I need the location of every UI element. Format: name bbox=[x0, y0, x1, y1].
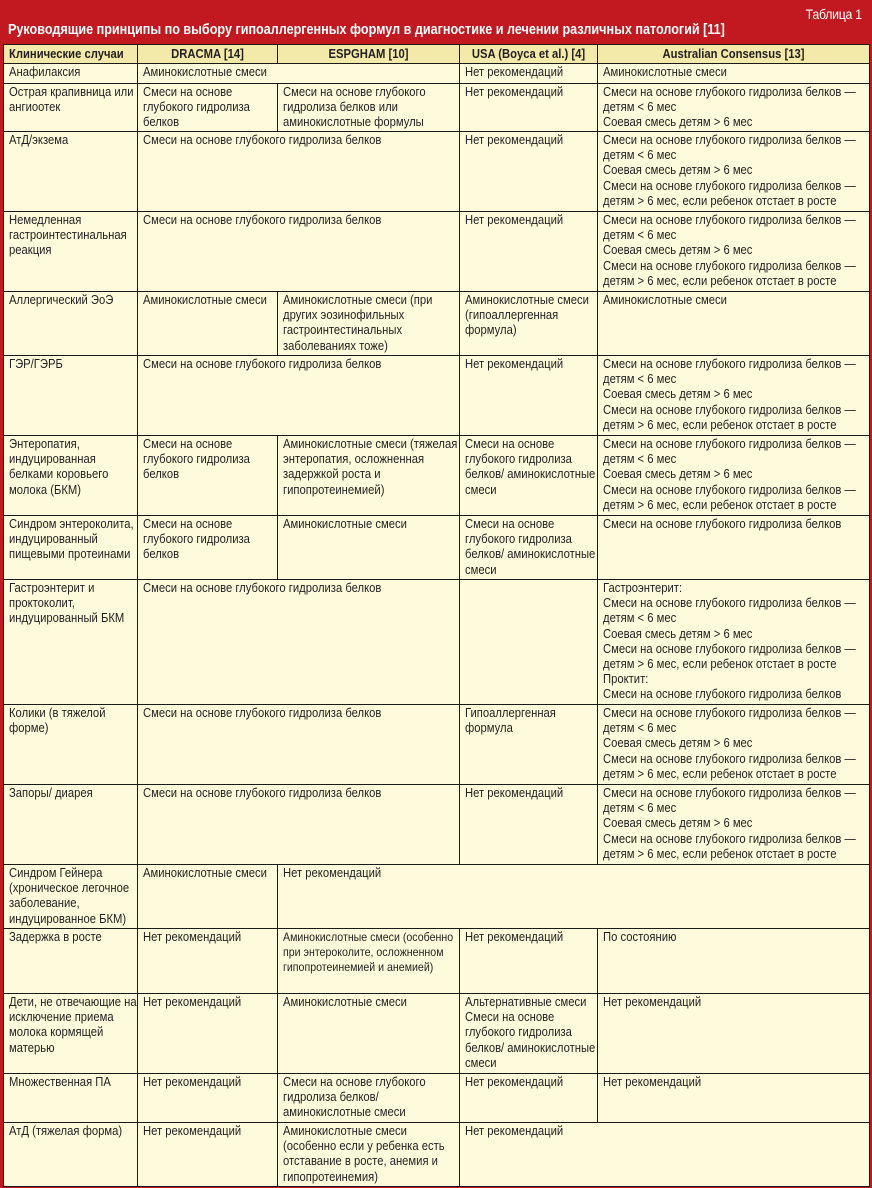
cell-dracma: Аминокислотные смеси bbox=[138, 865, 278, 929]
cell-dracma-espghan: Смеси на основе глубокого гидролиза белков bbox=[138, 356, 460, 436]
cell-usa: Нет рекомендаций bbox=[460, 84, 598, 132]
cell-dracma: Нет рекомендаций bbox=[138, 1123, 278, 1187]
cell-case: Множественная ПА bbox=[4, 1074, 138, 1123]
table-row bbox=[4, 705, 870, 785]
table-row bbox=[4, 516, 870, 580]
cell-usa: Нет рекомендаций bbox=[460, 64, 598, 84]
cell-case: АтД (тяжелая форма) bbox=[4, 1123, 138, 1187]
table-title: Руководящие принципы по выбору гипоаллергенных формул в диагностике и лечении различных патологий [11] bbox=[8, 21, 725, 38]
table-row bbox=[4, 785, 870, 865]
cell-usa: Смеси на основе глубокого гидролиза белков/ аминокислотные смеси bbox=[460, 436, 598, 516]
cell-case: АтД/экзема bbox=[4, 132, 138, 212]
cell-usa: Гипоаллергенная формула bbox=[460, 705, 598, 785]
cell-australian: Смеси на основе глубокого гидролиза белков — детям < 6 мес Соевая смесь детям > 6 мес Смеси на основе глубокого гидролиза белков — детям > 6 мес, если ребенок отстает в росте bbox=[598, 356, 870, 436]
cell-case: Запоры/ диарея bbox=[4, 785, 138, 865]
cell-australian: Смеси на основе глубокого гидролиза белков — детям < 6 мес Соевая смесь детям > 6 мес Смеси на основе глубокого гидролиза белков — детям > 6 мес, если ребенок отстает в росте bbox=[598, 785, 870, 865]
cell-usa: Нет рекомендаций bbox=[460, 132, 598, 212]
cell-usa bbox=[460, 580, 598, 705]
cell-dracma: Нет рекомендаций bbox=[138, 1074, 278, 1123]
guidelines-table bbox=[3, 44, 870, 1187]
cell-usa-australian: Нет рекомендаций bbox=[460, 1123, 870, 1187]
table-row bbox=[4, 929, 870, 994]
cell-espghan: Смеси на основе глубокого гидролиза белков/ аминокислотные смеси bbox=[278, 1074, 460, 1123]
cell-espghan-usa-australian: Нет рекомендаций bbox=[278, 865, 870, 929]
table-row bbox=[4, 1123, 870, 1187]
cell-usa: Нет рекомендаций bbox=[460, 929, 598, 994]
cell-dracma: Нет рекомендаций bbox=[138, 929, 278, 994]
cell-usa: Нет рекомендаций bbox=[460, 356, 598, 436]
cell-case: Острая крапивница или ангиоотек bbox=[4, 84, 138, 132]
table-number-label: Таблица 1 bbox=[805, 6, 862, 22]
table-row bbox=[4, 356, 870, 436]
table-row bbox=[4, 865, 870, 929]
cell-case: Анафилаксия bbox=[4, 64, 138, 84]
cell-australian: Аминокислотные смеси bbox=[598, 64, 870, 84]
cell-usa: Смеси на основе глубокого гидролиза белков/ аминокислотные смеси bbox=[460, 516, 598, 580]
header-espghan: ESPGHAM [10] bbox=[278, 45, 460, 64]
cell-case: Синдром Гейнера (хроническое легочное заболевание, индуцированное БКМ) bbox=[4, 865, 138, 929]
cell-usa: Альтернативные смеси Смеси на основе глубокого гидролиза белков/ аминокислотные смеси bbox=[460, 994, 598, 1074]
cell-australian: Смеси на основе глубокого гидролиза белков — детям < 6 мес Соевая смесь детям > 6 мес Смеси на основе глубокого гидролиза белков — детям > 6 мес, если ребенок отстает в росте bbox=[598, 436, 870, 516]
header-usa: USA (Boyca et al.) [4] bbox=[460, 45, 598, 64]
header-dracma: DRACMA [14] bbox=[138, 45, 278, 64]
table-row bbox=[4, 1074, 870, 1123]
cell-dracma: Аминокислотные смеси bbox=[138, 292, 278, 356]
cell-espghan: Аминокислотные смеси bbox=[278, 516, 460, 580]
cell-australian: Смеси на основе глубокого гидролиза белков bbox=[598, 516, 870, 580]
cell-case: Дети, не отвечающие на исключение приема молока кормящей матерью bbox=[4, 994, 138, 1074]
cell-case: Энтеропатия, индуцированная белками коровьего молока (БКМ) bbox=[4, 436, 138, 516]
cell-dracma: Смеси на основе глубокого гидролиза белков bbox=[138, 516, 278, 580]
cell-dracma: Нет рекомендаций bbox=[138, 994, 278, 1074]
table-row bbox=[4, 292, 870, 356]
cell-case: Гастроэнтерит и проктоколит, индуцированный БКМ bbox=[4, 580, 138, 705]
cell-case: Колики (в тяжелой форме) bbox=[4, 705, 138, 785]
cell-usa: Аминокислотные смеси (гипоаллергенная формула) bbox=[460, 292, 598, 356]
cell-usa: Нет рекомендаций bbox=[460, 785, 598, 865]
header-australian: Australian Consensus [13] bbox=[598, 45, 870, 64]
cell-australian: Смеси на основе глубокого гидролиза белков — детям < 6 мес Соевая смесь детям > 6 мес bbox=[598, 84, 870, 132]
cell-usa: Нет рекомендаций bbox=[460, 212, 598, 292]
cell-case: Задержка в росте bbox=[4, 929, 138, 994]
cell-dracma-espghan: Смеси на основе глубокого гидролиза белков bbox=[138, 705, 460, 785]
cell-espghan: Аминокислотные смеси bbox=[278, 994, 460, 1074]
cell-case: ГЭР/ГЭРБ bbox=[4, 356, 138, 436]
cell-australian: Гастроэнтерит: Смеси на основе глубокого гидролиза белков — детям < 6 мес Соевая смесь детям > 6 мес Смеси на основе глубокого гидролиза белков — детям > 6 мес, если ребенок отстает в росте Проктит: Смеси на основе глубокого гидролиза белков bbox=[598, 580, 870, 705]
cell-australian: Нет рекомендаций bbox=[598, 994, 870, 1074]
cell-australian: Смеси на основе глубокого гидролиза белков — детям < 6 мес Соевая смесь детям > 6 мес Смеси на основе глубокого гидролиза белков — детям > 6 мес, если ребенок отстает в росте bbox=[598, 705, 870, 785]
cell-espghan: Аминокислотные смеси (особенно при энтероколите, осложненном гипопротеинемией и анемией) bbox=[278, 929, 460, 994]
cell-case: Немедленная гастроинтестинальная реакция bbox=[4, 212, 138, 292]
cell-espghan: Смеси на основе глубокого гидролиза белков или аминокислотные формулы bbox=[278, 84, 460, 132]
table-row bbox=[4, 132, 870, 212]
cell-case: Аллергический ЭоЭ bbox=[4, 292, 138, 356]
table-row bbox=[4, 84, 870, 132]
table-row bbox=[4, 436, 870, 516]
cell-dracma-espghan: Смеси на основе глубокого гидролиза белков bbox=[138, 785, 460, 865]
cell-espghan: Аминокислотные смеси (при других эозинофильных гастроинтестинальных заболеваниях тоже) bbox=[278, 292, 460, 356]
cell-dracma-espghan: Смеси на основе глубокого гидролиза белков bbox=[138, 212, 460, 292]
table-header-row bbox=[4, 45, 870, 64]
cell-case: Синдром энтероколита, индуцированный пищевыми протеинами bbox=[4, 516, 138, 580]
cell-australian: По состоянию bbox=[598, 929, 870, 994]
cell-dracma-espghan: Смеси на основе глубокого гидролиза белков bbox=[138, 580, 460, 705]
cell-australian: Смеси на основе глубокого гидролиза белков — детям < 6 мес Соевая смесь детям > 6 мес Смеси на основе глубокого гидролиза белков — детям > 6 мес, если ребенок отстает в росте bbox=[598, 132, 870, 212]
header-clinical-cases: Клинические случаи bbox=[4, 45, 138, 64]
cell-australian: Смеси на основе глубокого гидролиза белков — детям < 6 мес Соевая смесь детям > 6 мес Смеси на основе глубокого гидролиза белков — детям > 6 мес, если ребенок отстает в росте bbox=[598, 212, 870, 292]
table-row bbox=[4, 64, 870, 84]
table-row bbox=[4, 212, 870, 292]
cell-usa: Нет рекомендаций bbox=[460, 1074, 598, 1123]
cell-australian: Аминокислотные смеси bbox=[598, 292, 870, 356]
cell-australian: Нет рекомендаций bbox=[598, 1074, 870, 1123]
cell-espghan: Аминокислотные смеси (тяжелая энтеропатия, осложненная задержкой роста и гипопротеинемией) bbox=[278, 436, 460, 516]
cell-espghan: Аминокислотные смеси (особенно если у ребенка есть отставание в росте, анемия и гипопротеинемия) bbox=[278, 1123, 460, 1187]
cell-dracma: Смеси на основе глубокого гидролиза белков bbox=[138, 436, 278, 516]
cell-dracma-espghan: Смеси на основе глубокого гидролиза белков bbox=[138, 132, 460, 212]
cell-dracma-espghan: Аминокислотные смеси bbox=[138, 64, 460, 84]
table-row bbox=[4, 994, 870, 1074]
cell-dracma: Смеси на основе глубокого гидролиза белков bbox=[138, 84, 278, 132]
table-row bbox=[4, 580, 870, 705]
